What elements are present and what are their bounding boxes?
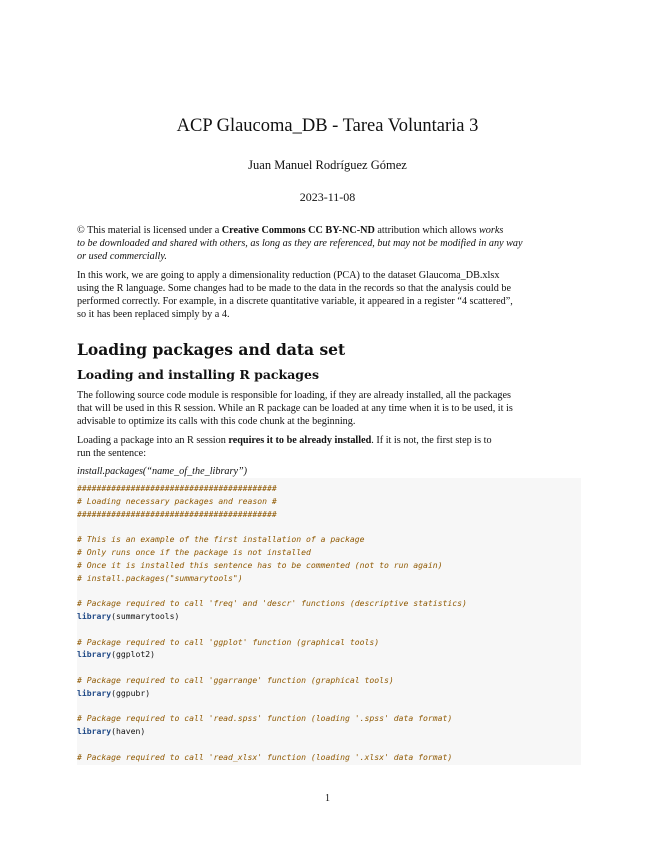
code-comment-line bbox=[77, 751, 452, 763]
license-italic-3: or used commercially. bbox=[77, 251, 167, 262]
code-comment-line bbox=[77, 508, 277, 520]
install-sentence-text: install.packages(“name_of_the_library”) bbox=[77, 466, 248, 477]
document-title: ACP Glaucoma_DB - Tarea Voluntaria 3 bbox=[176, 116, 479, 136]
code-comment: # Loading necessary packages and reason # bbox=[77, 495, 277, 506]
code-argument: (ggpubr) bbox=[111, 687, 151, 698]
code-comment-line bbox=[77, 546, 311, 558]
code-comment-line bbox=[77, 597, 467, 609]
code-call-line bbox=[77, 648, 155, 660]
code-comment-line bbox=[77, 572, 243, 584]
code-argument: (summarytools) bbox=[111, 611, 180, 621]
packages-line: that will be used in this R session. While an R package can be loaded at any time when it is to be used, it is bbox=[77, 403, 513, 414]
code-comment: # Package required to call 'read.spss' function (loading '.spss' data format) bbox=[77, 713, 453, 724]
install-sentence bbox=[77, 465, 579, 478]
code-comment: ######################################### bbox=[77, 508, 277, 519]
code-comment-line bbox=[77, 482, 277, 494]
license-middle: attribution which allows bbox=[374, 225, 479, 236]
code-call-line bbox=[77, 725, 145, 737]
code-comment-line bbox=[77, 495, 277, 507]
subsection-heading: Loading and installing R packages bbox=[77, 367, 320, 382]
code-call-line bbox=[77, 687, 150, 699]
code-call-line bbox=[77, 610, 179, 622]
code-keyword: library bbox=[77, 611, 112, 621]
code-comment: # Package required to call 'freq' and 'descr' functions (descriptive statistics) bbox=[77, 598, 467, 609]
packages-line: The following source code module is responsible for loading, if they are already installed, all the packages bbox=[77, 390, 511, 401]
license-italic-1: works bbox=[478, 225, 504, 236]
packages-paragraph bbox=[77, 389, 579, 428]
page-number: 1 bbox=[325, 793, 330, 804]
code-comment-line bbox=[77, 636, 379, 648]
code-argument: (haven) bbox=[111, 726, 146, 737]
packages-line: advisable to optimize its calls with this code chunk at the beginning. bbox=[77, 416, 356, 427]
install-suffix: . If it is not, the first step is to bbox=[371, 435, 492, 446]
license-name: Creative Commons CC BY-NC-ND bbox=[221, 225, 375, 236]
install-prefix: Loading a package into an R session bbox=[77, 435, 229, 446]
license-italic-2: to be downloaded and shared with others, as long as they are referenced, but may not be modified in any way bbox=[77, 238, 523, 249]
intro-line: performed correctly. For example, in a discrete quantitative variable, it appeared in a register “4 scattered”, bbox=[77, 296, 513, 307]
intro-line: using the R language. Some changes had to be made to the data in the records so that the analysis could be bbox=[77, 283, 511, 294]
code-comment-line bbox=[77, 674, 394, 686]
code-comment-line bbox=[77, 712, 452, 724]
install-line-2: run the sentence: bbox=[77, 448, 147, 459]
code-comment: # Package required to call 'ggplot' function (graphical tools) bbox=[77, 636, 380, 647]
code-keyword: library bbox=[77, 726, 112, 737]
code-comment: # This is an example of the first installation of a package bbox=[77, 534, 365, 545]
intro-line: so it has been replaced simply by a 4. bbox=[77, 309, 230, 320]
section-heading: Loading packages and data set bbox=[77, 340, 346, 359]
intro-paragraph bbox=[77, 269, 579, 321]
code-comment-line bbox=[77, 559, 442, 571]
code-argument: (ggplot2) bbox=[111, 649, 155, 660]
document-date: 2023-11-08 bbox=[299, 190, 356, 204]
code-keyword: library bbox=[77, 687, 112, 698]
code-comment: ######################################### bbox=[77, 483, 277, 493]
install-bold: requires it to be already installed bbox=[228, 435, 372, 446]
code-keyword: library bbox=[77, 649, 112, 660]
intro-line: In this work, we are going to apply a dimensionality reduction (PCA) to the dataset Glaucoma_DB.xlsx bbox=[77, 270, 500, 281]
code-comment: # Once it is installed this sentence has to be commented (not to run again) bbox=[77, 559, 443, 570]
code-comment-line bbox=[77, 533, 365, 545]
code-comment: # install.packages("summarytools") bbox=[77, 572, 243, 583]
code-comment: # Package required to call 'ggarrange' function (graphical tools) bbox=[77, 675, 394, 685]
license-paragraph bbox=[77, 224, 579, 263]
code-comment: # Package required to call 'read_xlsx' function (loading '.xlsx' data format) bbox=[77, 751, 453, 762]
license-prefix: © This material is licensed under a bbox=[77, 225, 222, 236]
code-comment: # Only runs once if the package is not installed bbox=[77, 547, 311, 557]
install-paragraph bbox=[77, 434, 579, 460]
document-author: Juan Manuel Rodríguez Gómez bbox=[248, 158, 407, 172]
